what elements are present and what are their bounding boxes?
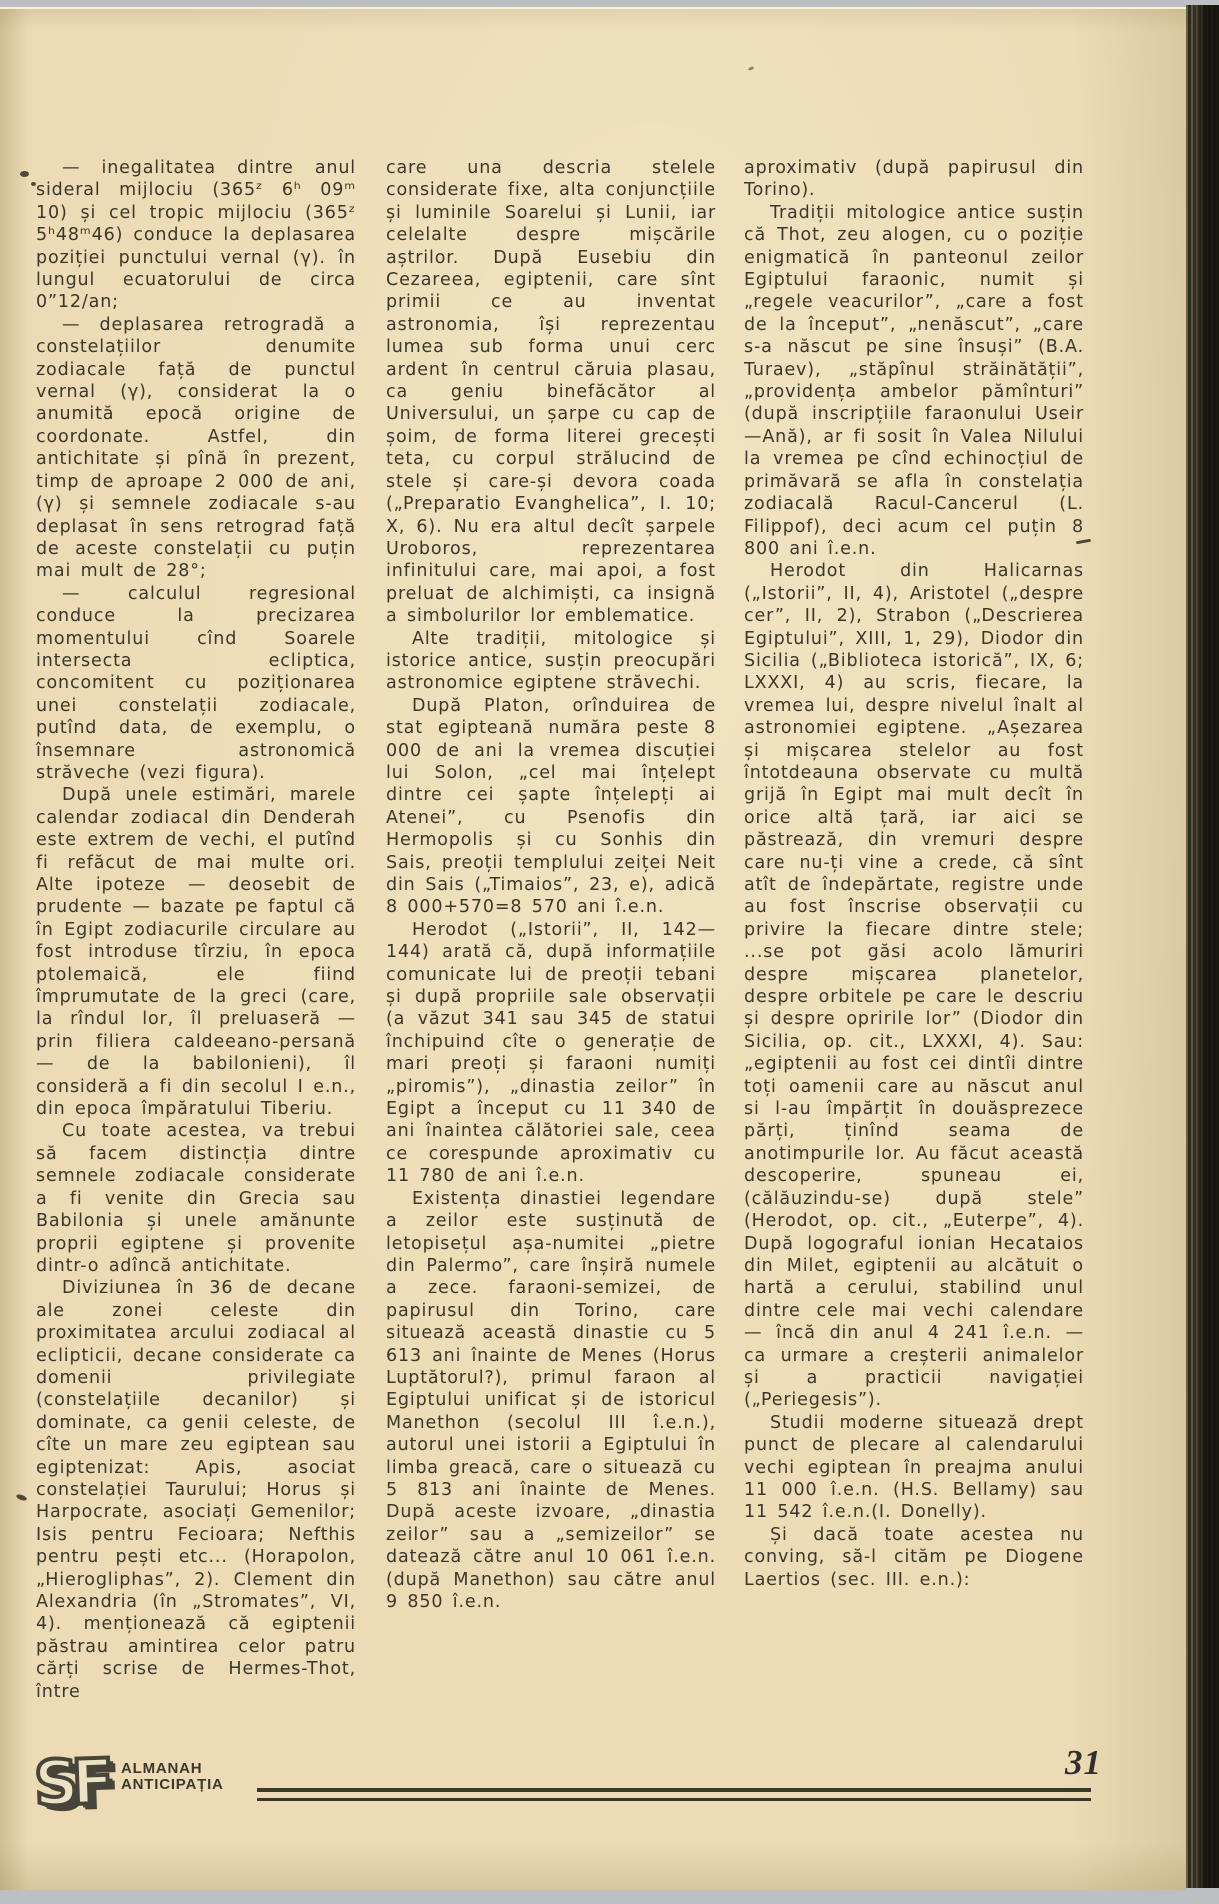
paragraph: — inegalitatea dintre anul sideral mijlociu (365ᶻ 6ʰ 09ᵐ 10) și cel tropic mijlociu (365ᶻ 5ʰ48ᵐ46) conduce la deplasarea poziției punctului vernal (γ). în lungul ecuatorului de circa 0”12/an; <box>36 158 356 313</box>
scan-speck <box>748 66 755 71</box>
scan-speck <box>31 182 36 186</box>
paragraph: După unele estimări, marele calendar zodiacal din Denderah este extrem de vechi, el putînd fi refăcut de mai multe ori. Alte ipoteze — deosebit de prudente — bazate pe faptul că în Egipt zodiacurile circulare au fost introduse tîrziu, în epoca ptolemaică, ele fiind împrumutate de la greci (care, la rîndul lor, îl preluaseră — prin filiera caldeeano-persană — de la babilonieni), îl consideră a fi din secolul I e.n., din epoca împăratului Tiberiu. <box>36 785 356 1120</box>
paragraph: Alte tradiții, mitologice și istorice antice, susțin preocupări astronomice egiptene străvechi. <box>386 628 716 694</box>
book-page-edges <box>1186 5 1219 1888</box>
paragraph: Herodot („Istorii”, II, 142—144) arată că, după informațiile comunicate lui de preoții tebani și după propriile sale observații (a văzut 341 sau 345 de statui închipuind cîte o generație de mari preoți și faraoni numiți „piromis”), „dinastia zeilor” în Egipt a început cu 11 340 de ani înaintea călătoriei sale, ceea ce corespunde aproximativ cu 11 780 de ani î.e.n. <box>386 919 716 1187</box>
magazine-page <box>0 7 1186 1890</box>
sf-logo: SF <box>32 1744 109 1821</box>
scan-speck <box>15 1493 27 1501</box>
paragraph: Studii moderne situează drept punct de plecare al calendarului vechi egiptean în preajma anului 11 000 î.e.n. (H.S. Bellamy) sau 11 542 î.e.n.(I. Donelly). <box>744 1412 1084 1523</box>
paragraph: — calculul regresional conduce la precizarea momentului cînd Soarele intersecta ecliptica, concomitent cu poziționarea unei constelații zodiacale, putînd data, de exemplu, o însemnare astronomică străveche (vezi figura). <box>36 583 356 783</box>
brand-line-anticipatia: ANTICIPAȚIA <box>121 1776 224 1793</box>
text-column-2 <box>386 157 716 1613</box>
paragraph: Diviziunea în 36 de decane ale zonei celeste din proximitatea arcului zodiacal al eclipticii, decane considerate ca domenii privilegiate (constelațiile decanilor) și dominate, ca genii celeste, de cîte un mare zeu egiptean sau egiptenizat: Apis, asociat constelației Taurului; Horus și Harpocrate, asociați Gemenilor; Isis pentru Fecioara; Nefthis pentru pești etc... (Horapolon, „Hierogliphas”, 2). Clement din Alexandria (în „Stromates”, VI, 4). menționează că egiptenii păstrau amintirea celor patru cărți scrise de Hermes-Thot, între <box>36 1278 356 1702</box>
scan-speck <box>20 171 29 177</box>
text-column-1 <box>36 157 356 1703</box>
paragraph: aproximativ (după papirusul din Torino). <box>744 158 1084 201</box>
paragraph: Cu toate acestea, va trebui să facem distincția dintre semnele zodiacale considerate a fi venite din Grecia sau Babilonia și unele amănunte proprii egiptene și provenite dintr-o adîncă antichitate. <box>36 1121 356 1276</box>
text-column-3 <box>744 157 1084 1591</box>
footer-double-rule <box>257 1788 1091 1801</box>
brand-line-almanah: ALMANAH <box>121 1760 203 1777</box>
paragraph: Existența dinastiei legendare a zeilor este susținută de letopisețul așa-numitei „pietre din Palermo”, care înșiră numele a zece. faraoni-semizei, de papirusul din Torino, care situează această dinastie cu 5 613 ani înainte de Menes (Horus Luptătorul?), primul faraon al Egiptului unificat și de istoricul Manethon (secolul III î.e.n.), autorul unei istorii a Egiptului în limba greacă, care o situează cu 5 813 ani înainte de Menes. După aceste izvoare, „dinastia zeilor” sau a „semizeilor” se datează către anul 10 061 î.e.n. (după Manethon) sau către anul 9 850 î.e.n. <box>386 1188 716 1612</box>
magazine-brand <box>121 1761 224 1793</box>
paragraph: care una descria stelele considerate fixe, alta conjuncțiile și luminile Soarelui și Lunii, iar celelalte despre mișcările aștrilor. După Eusebiu din Cezareea, egiptenii, care sînt primii ce au inventat astronomia, își reprezentau lumea sub forma unui cerc ardent în centrul căruia plasau, ca geniu binefăcător al Universului, un șarpe cu cap de șoim, de forma literei grecești teta, cu corpul strălucind de stele și care-și devora coada („Preparatio Evanghelica”, I. 10; X, 6). Nu era altul decît șarpele Uroboros, reprezentarea infinitului care, mai apoi, a fost preluat de alchimiști, ca insignă a simbolurilor lor emblematice. <box>386 158 716 627</box>
paragraph: După Platon, orînduirea de stat egipteană număra peste 8 000 de ani la vremea discuției lui Solon, „cel mai înțelept dintre cei șapte înțelepți ai Atenei”, cu Psenofis din Hermopolis și cu Sonhis din Sais, preoții templului zeiței Neit din Sais („Timaios”, 23, e), adică 8 000+570=8 570 ani î.e.n. <box>386 695 716 918</box>
paragraph: Tradiții mitologice antice susțin că Thot, zeu alogen, cu o poziție enigmatică în panteonul zeilor Egiptului faraonic, numit și „regele veacurilor”, „care a fost de la început”, „nenăscut”, „care s-a născut pe sine însuși” (B.A. Turaev), „stăpînul străinătății”, „providența ambelor pămînturi” (după inscripțiile faraonului Useir—Ană), ar fi sosit în Valea Nilului la vremea pe cînd echinocțiul de primăvară se afla în constelația zodiacală Racul-Cancerul (L. Filippof), deci acum cel puțin 8 800 ani î.e.n. <box>744 202 1084 559</box>
page-number: 31 <box>1065 1743 1102 1782</box>
paragraph: — deplasarea retrogradă a constelațiilor denumite zodiacale față de punctul vernal (γ), considerat la o anumită epocă origine de coordonate. Astfel, din antichitate și pînă în prezent, timp de aproape 2 000 de ani, (γ) și semnele zodiacale s-au deplasat în sens retrograd față de aceste constelații cu puțin mai mult de 28°; <box>36 314 356 582</box>
paragraph: Herodot din Halicarnas („Istorii”, II, 4), Aristotel („despre cer”, II, 2), Strabon („Descrierea Egiptului”, XIII, 1, 29), Diodor din Sicilia („Biblioteca istorică”, IX, 6; LXXXI, 4) au scris, fiecare, la vremea lui, despre nivelul înalt al astronomiei egiptene. „Așezarea și mișcarea stelelor au fost întotdeauna observate cu multă grijă în Egipt mai mult decît în orice altă țară, iar aici se păstrează, din vremuri despre care nu-ți vine a crede, că sînt atît de îndepărtate, registre unde au fost înscrise observații cu privire la fiecare dintre stele; ...se pot găsi acolo lămuriri despre mișcarea planetelor, despre orbitele pe care le descriu și despre opririle lor” (Diodor din Sicilia, op. cit., LXXXI, 4). Sau: „egiptenii au fost cei dintîi dintre toți oamenii care au născut anul si l-au împărțit în douăsprezece părți, ținînd seama de anotimpurile lor. Au făcut această descoperire, spuneau ei, (călăuzindu-se) după stele” (Herodot, op. cit., „Euterpe”, 4). După logograful ionian Hecataios din Milet, egiptenii au alcătuit o hartă a cerului, stabilind unul dintre cele mai vechi calendare — încă din anul 4 241 î.e.n. — ca urmare a creșterii animalelor și a practicii navigației („Periegesis”). <box>744 561 1084 1411</box>
paragraph: Și dacă toate acestea nu conving, să-l cităm pe Diogene Laertios (sec. III. e.n.): <box>744 1524 1084 1590</box>
